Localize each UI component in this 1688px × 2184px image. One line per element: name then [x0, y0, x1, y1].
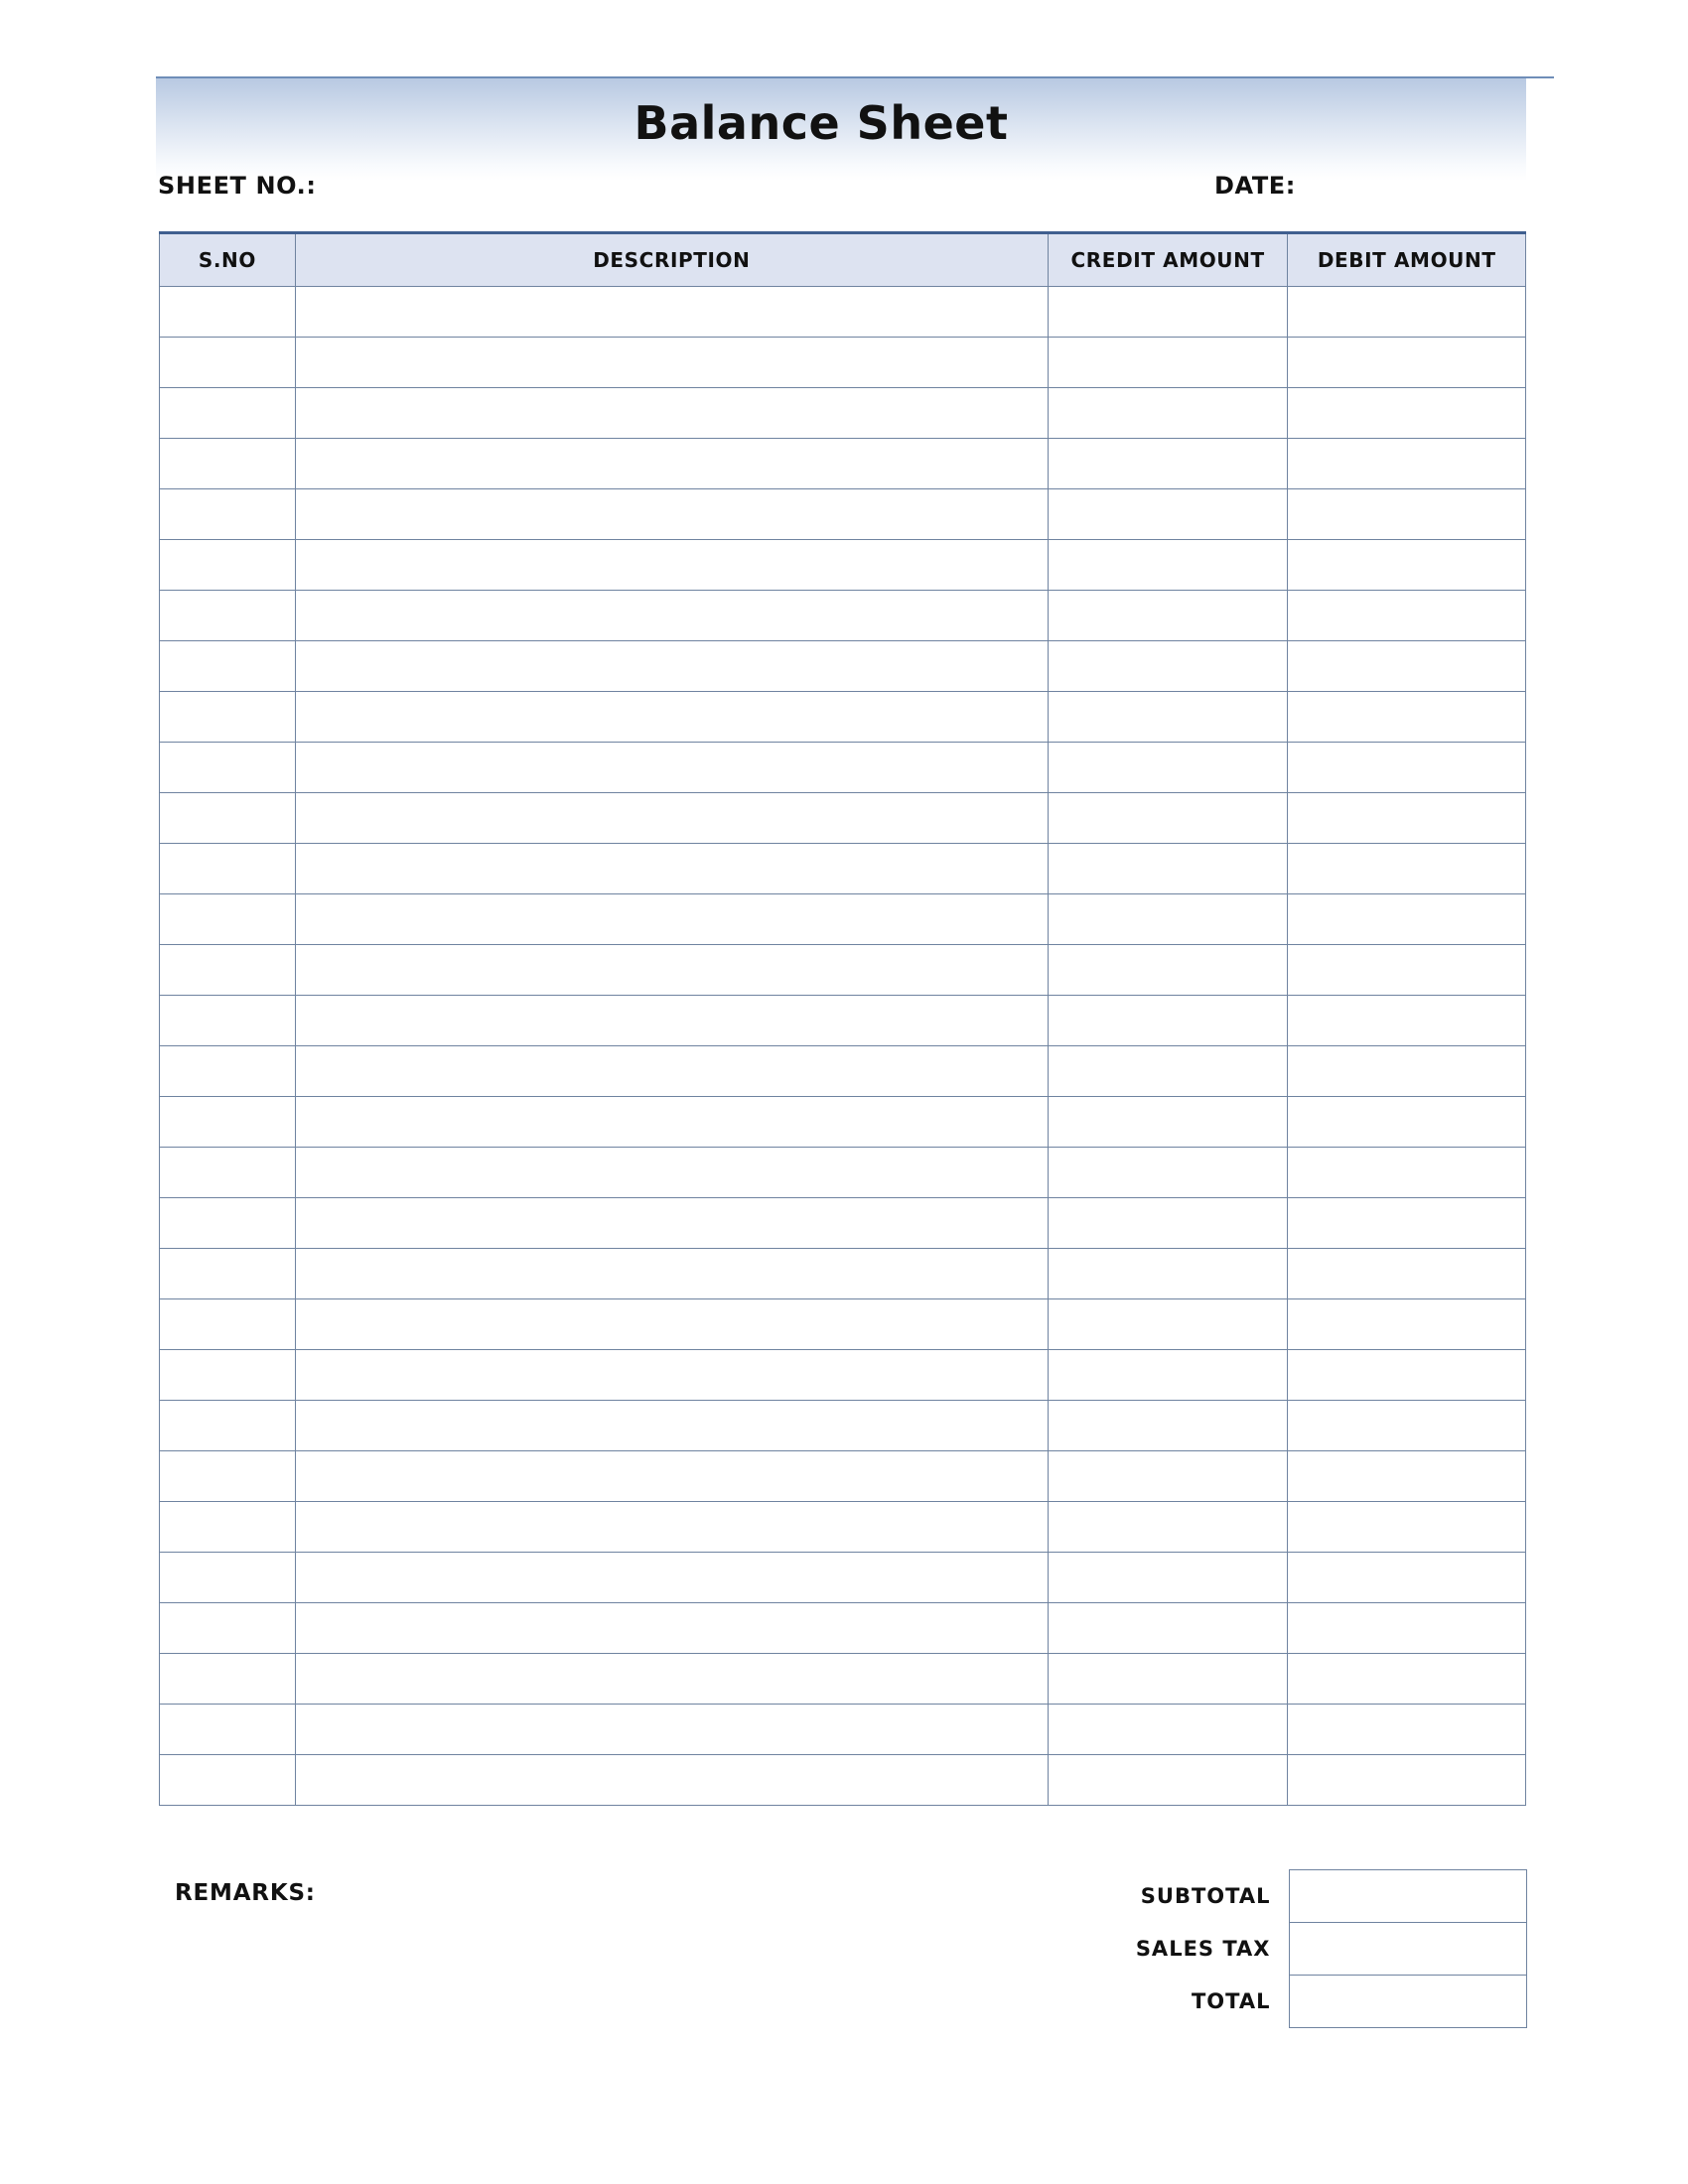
debit-amount-cell[interactable] [1288, 641, 1526, 692]
description-cell[interactable] [295, 1097, 1048, 1148]
credit-amount-cell[interactable] [1048, 996, 1288, 1046]
credit-amount-cell[interactable] [1048, 1401, 1288, 1451]
table-row [160, 489, 1526, 540]
sales-tax-row [1092, 1923, 1526, 1976]
table-row [160, 1401, 1526, 1451]
sales-tax-field[interactable] [1289, 1923, 1526, 1976]
sno-cell[interactable] [160, 743, 296, 793]
table-row [160, 996, 1526, 1046]
table-row [160, 1451, 1526, 1502]
table-row [160, 1755, 1526, 1806]
sno-cell[interactable] [160, 1451, 296, 1502]
table-row [160, 641, 1526, 692]
table-row [160, 1502, 1526, 1553]
credit-amount-cell[interactable] [1048, 894, 1288, 945]
table-row [160, 287, 1526, 338]
sno-cell[interactable] [160, 1755, 296, 1806]
description-cell[interactable] [295, 1249, 1048, 1299]
table-row [160, 743, 1526, 793]
debit-amount-cell[interactable] [1288, 1502, 1526, 1553]
sno-cell[interactable] [160, 540, 296, 591]
sno-cell[interactable] [160, 388, 296, 439]
description-cell[interactable] [295, 1046, 1048, 1097]
table-row [160, 1603, 1526, 1654]
debit-amount-cell[interactable] [1288, 1249, 1526, 1299]
credit-amount-cell[interactable] [1048, 1502, 1288, 1553]
description-cell[interactable] [295, 894, 1048, 945]
sales-tax-label: SALES TAX [1135, 1937, 1271, 1961]
sno-cell[interactable] [160, 641, 296, 692]
debit-amount-cell[interactable] [1288, 996, 1526, 1046]
credit-amount-cell[interactable] [1048, 1755, 1288, 1806]
credit-amount-cell[interactable] [1048, 1249, 1288, 1299]
debit-amount-cell[interactable] [1288, 287, 1526, 338]
debit-amount-cell[interactable] [1288, 1451, 1526, 1502]
description-cell[interactable] [295, 743, 1048, 793]
credit-amount-cell[interactable] [1048, 1603, 1288, 1654]
debit-amount-cell[interactable] [1288, 1553, 1526, 1603]
sno-cell[interactable] [160, 1046, 296, 1097]
subtotal-row [1092, 1870, 1526, 1923]
description-cell[interactable] [295, 1299, 1048, 1350]
credit-amount-cell[interactable] [1048, 338, 1288, 388]
description-cell[interactable] [295, 996, 1048, 1046]
balance-table [159, 231, 1526, 1806]
totals-table [1092, 1869, 1527, 2028]
total-label: TOTAL [1191, 1989, 1271, 2013]
description-cell[interactable] [295, 844, 1048, 894]
debit-amount-cell[interactable] [1288, 1401, 1526, 1451]
sno-cell[interactable] [160, 1502, 296, 1553]
table-row [160, 439, 1526, 489]
table-row [160, 338, 1526, 388]
date-label: DATE: [1214, 172, 1296, 200]
table-row [160, 388, 1526, 439]
sno-cell[interactable] [160, 1249, 296, 1299]
debit-amount-cell[interactable] [1288, 945, 1526, 996]
credit-amount-cell[interactable] [1048, 1654, 1288, 1705]
credit-amount-cell[interactable] [1048, 439, 1288, 489]
debit-amount-cell[interactable] [1288, 894, 1526, 945]
debit-amount-cell[interactable] [1288, 1705, 1526, 1755]
credit-amount-cell[interactable] [1048, 692, 1288, 743]
description-cell[interactable] [295, 945, 1048, 996]
column-header-debit-amount: DEBIT AMOUNT [1288, 233, 1526, 287]
sno-cell[interactable] [160, 287, 296, 338]
table-row [160, 1553, 1526, 1603]
credit-amount-cell[interactable] [1048, 1148, 1288, 1198]
table-row [160, 844, 1526, 894]
sno-cell[interactable] [160, 692, 296, 743]
table-row [160, 692, 1526, 743]
description-cell[interactable] [295, 489, 1048, 540]
table-row [160, 1350, 1526, 1401]
credit-amount-cell[interactable] [1048, 1299, 1288, 1350]
debit-amount-cell[interactable] [1288, 1755, 1526, 1806]
debit-amount-cell[interactable] [1288, 844, 1526, 894]
credit-amount-cell[interactable] [1048, 743, 1288, 793]
description-cell[interactable] [295, 1148, 1048, 1198]
debit-amount-cell[interactable] [1288, 1046, 1526, 1097]
credit-amount-cell[interactable] [1048, 540, 1288, 591]
description-cell[interactable] [295, 439, 1048, 489]
credit-amount-cell[interactable] [1048, 641, 1288, 692]
sno-cell[interactable] [160, 894, 296, 945]
debit-amount-cell[interactable] [1288, 1148, 1526, 1198]
table-row [160, 1198, 1526, 1249]
sno-cell[interactable] [160, 1350, 296, 1401]
sno-cell[interactable] [160, 1603, 296, 1654]
description-cell[interactable] [295, 1755, 1048, 1806]
credit-amount-cell[interactable] [1048, 945, 1288, 996]
description-cell[interactable] [295, 641, 1048, 692]
debit-amount-cell[interactable] [1288, 1299, 1526, 1350]
table-row [160, 1705, 1526, 1755]
table-row [160, 591, 1526, 641]
table-row [160, 1249, 1526, 1299]
sno-cell[interactable] [160, 1553, 296, 1603]
description-cell[interactable] [295, 591, 1048, 641]
total-row [1092, 1976, 1526, 2028]
sno-cell[interactable] [160, 996, 296, 1046]
table-row [160, 1097, 1526, 1148]
credit-amount-cell[interactable] [1048, 388, 1288, 439]
credit-amount-cell[interactable] [1048, 1097, 1288, 1148]
debit-amount-cell[interactable] [1288, 591, 1526, 641]
description-cell[interactable] [295, 1401, 1048, 1451]
credit-amount-cell[interactable] [1048, 1350, 1288, 1401]
debit-amount-cell[interactable] [1288, 793, 1526, 844]
sno-cell[interactable] [160, 793, 296, 844]
column-header-description: DESCRIPTION [295, 233, 1048, 287]
description-cell[interactable] [295, 338, 1048, 388]
description-cell[interactable] [295, 1451, 1048, 1502]
sno-cell[interactable] [160, 945, 296, 996]
credit-amount-cell[interactable] [1048, 793, 1288, 844]
debit-amount-cell[interactable] [1288, 1654, 1526, 1705]
credit-amount-cell[interactable] [1048, 1198, 1288, 1249]
subtotal-field[interactable] [1289, 1870, 1526, 1923]
description-cell[interactable] [295, 692, 1048, 743]
sno-cell[interactable] [160, 1401, 296, 1451]
credit-amount-cell[interactable] [1048, 1553, 1288, 1603]
description-cell[interactable] [295, 1654, 1048, 1705]
credit-amount-cell[interactable] [1048, 1705, 1288, 1755]
sno-cell[interactable] [160, 439, 296, 489]
sno-cell[interactable] [160, 1148, 296, 1198]
description-cell[interactable] [295, 388, 1048, 439]
description-cell[interactable] [295, 1502, 1048, 1553]
sno-cell[interactable] [160, 1198, 296, 1249]
description-cell[interactable] [295, 1603, 1048, 1654]
remarks-label: REMARKS: [175, 1880, 316, 1906]
sno-cell[interactable] [160, 1299, 296, 1350]
description-cell[interactable] [295, 1553, 1048, 1603]
debit-amount-cell[interactable] [1288, 1198, 1526, 1249]
debit-amount-cell[interactable] [1288, 1603, 1526, 1654]
page-title: Balance Sheet [633, 96, 1009, 150]
column-header-sno: S.NO [160, 233, 296, 287]
table-row [160, 793, 1526, 844]
credit-amount-cell[interactable] [1048, 489, 1288, 540]
credit-amount-cell[interactable] [1048, 287, 1288, 338]
table-row [160, 1046, 1526, 1097]
credit-amount-cell[interactable] [1048, 1451, 1288, 1502]
debit-amount-cell[interactable] [1288, 692, 1526, 743]
debit-amount-cell[interactable] [1288, 439, 1526, 489]
description-cell[interactable] [295, 1350, 1048, 1401]
debit-amount-cell[interactable] [1288, 743, 1526, 793]
total-field[interactable] [1289, 1976, 1526, 2028]
sno-cell[interactable] [160, 1097, 296, 1148]
table-row [160, 1148, 1526, 1198]
credit-amount-cell[interactable] [1048, 844, 1288, 894]
debit-amount-cell[interactable] [1288, 540, 1526, 591]
table-row [160, 945, 1526, 996]
description-cell[interactable] [295, 287, 1048, 338]
table-row [160, 1654, 1526, 1705]
debit-amount-cell[interactable] [1288, 1097, 1526, 1148]
sno-cell[interactable] [160, 591, 296, 641]
table-row [160, 540, 1526, 591]
table-row [160, 1299, 1526, 1350]
sno-cell[interactable] [160, 338, 296, 388]
description-cell[interactable] [295, 1705, 1048, 1755]
table-header-row [160, 233, 1526, 287]
description-cell[interactable] [295, 793, 1048, 844]
debit-amount-cell[interactable] [1288, 489, 1526, 540]
column-header-credit-amount: CREDIT AMOUNT [1048, 233, 1288, 287]
credit-amount-cell[interactable] [1048, 1046, 1288, 1097]
credit-amount-cell[interactable] [1048, 591, 1288, 641]
table-row [160, 894, 1526, 945]
debit-amount-cell[interactable] [1288, 338, 1526, 388]
sno-cell[interactable] [160, 489, 296, 540]
debit-amount-cell[interactable] [1288, 388, 1526, 439]
sno-cell[interactable] [160, 1654, 296, 1705]
table-body [160, 287, 1526, 1806]
subtotal-label: SUBTOTAL [1140, 1884, 1271, 1908]
sno-cell[interactable] [160, 1705, 296, 1755]
debit-amount-cell[interactable] [1288, 1350, 1526, 1401]
sno-cell[interactable] [160, 844, 296, 894]
description-cell[interactable] [295, 1198, 1048, 1249]
description-cell[interactable] [295, 540, 1048, 591]
sheet-no-label: SHEET NO.: [158, 172, 317, 200]
